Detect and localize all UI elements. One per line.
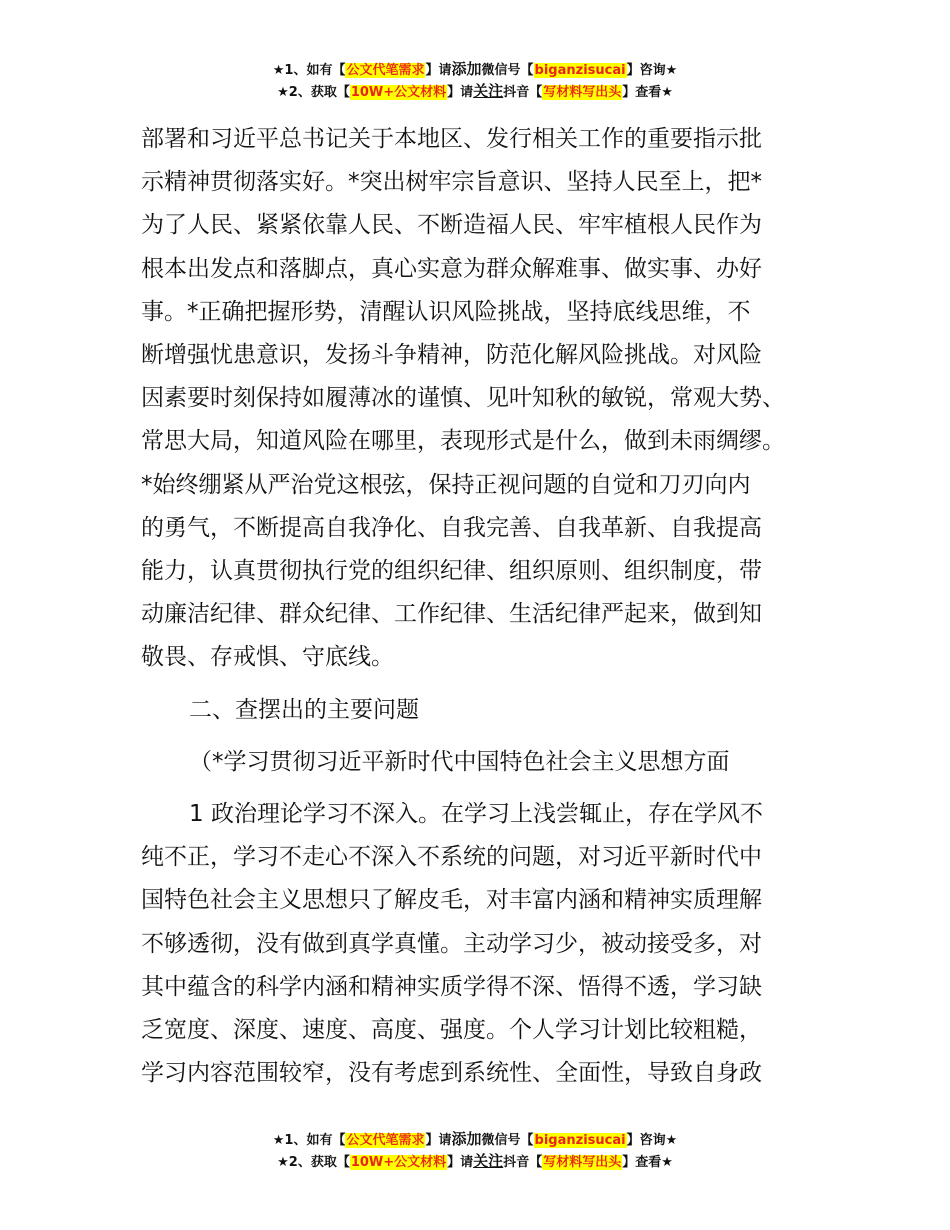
highlight-ghostwriting: 公文代笔需求 [346, 63, 425, 78]
body-line: 国特色社会主义思想只了解皮毛，对丰富内涵和精神实质理解 [141, 887, 762, 914]
highlight-wechat-id: biganzisucai [534, 1133, 626, 1148]
body-line: 学习内容范围较窄，没有考虑到系统性、全面性，导致自身政 [141, 1060, 762, 1087]
body-line: 能力，认真贯彻执行党的组织纪律、组织原则、组织制度，带 [141, 558, 762, 585]
highlight-materials: 10W+公文材料 [350, 1155, 447, 1170]
body-line: 常思大局，知道风险在哪里，表现形式是什么，做到未雨绸缪。 [141, 428, 785, 455]
highlight-materials: 10W+公文材料 [350, 85, 447, 100]
document-body [141, 118, 821, 1095]
body-line: 动廉洁纪律、群众纪律、工作纪律、生活纪律严起来，做到知 [141, 601, 762, 628]
highlight-wechat-id: biganzisucai [534, 63, 626, 78]
footer-banner [0, 1129, 950, 1173]
body-line: 部署和习近平总书记关于本地区、发行相关工作的重要指示批 [141, 126, 762, 152]
header-banner-line-1: ★1、如有【公文代笔需求】请添加微信号【biganzisucai】咨询★ [272, 60, 678, 78]
highlight-douyin-account: 写材料写出头 [543, 1155, 622, 1170]
subsection-heading: （*学习贯彻习近平新时代中国特色社会主义思想方面 [189, 748, 730, 775]
body-line: 敬畏、存戒惧、守底线。 [141, 644, 394, 671]
body-line: 不够透彻，没有做到真学真懂。主动学习少，被动接受多，对 [141, 930, 762, 957]
body-line: 根本出发点和落脚点，真心实意为群众解难事、做实事、办好 [141, 255, 762, 282]
body-line: 事。*正确把握形势，清醒认识风险挑战，坚持底线思维，不 [141, 298, 751, 325]
body-line: 因素要时刻保持如履薄冰的谨慎、见叶知秋的敏锐，常观大势、 [141, 385, 785, 412]
footer-banner-line-2: ★2、获取【10W+公文材料】请关注抖音【写材料写出头】查看★ [277, 1152, 673, 1170]
paragraph-first-line: 1 政治理论学习不深入。在学习上浅尝辄止，存在学风不 [189, 801, 763, 828]
body-line: 纯不正，学习不走心不深入不系统的问题，对习近平新时代中 [141, 844, 762, 871]
header-banner [0, 59, 950, 103]
footer-banner-line-1: ★1、如有【公文代笔需求】请添加微信号【biganzisucai】咨询★ [272, 1130, 678, 1148]
highlight-douyin-account: 写材料写出头 [543, 85, 622, 100]
body-line: 其中蕴含的科学内涵和精神实质学得不深、悟得不透，学习缺 [141, 973, 762, 1000]
section-heading: 二、查摆出的主要问题 [189, 696, 419, 723]
highlight-ghostwriting: 公文代笔需求 [346, 1133, 425, 1148]
body-line: 断增强忧患意识，发扬斗争精神，防范化解风险挑战。对风险 [141, 342, 762, 369]
body-line: 乏宽度、深度、速度、高度、强度。个人学习计划比较粗糙， [141, 1017, 762, 1044]
body-line: *始终绷紧从严治党这根弦，保持正视问题的自觉和刀刃向内 [141, 471, 751, 498]
body-line: 示精神贯彻落实好。*突出树牢宗旨意识、坚持人民至上，把* [141, 169, 762, 196]
body-line: 的勇气，不断提高自我净化、自我完善、自我革新、自我提高 [141, 514, 762, 541]
body-line: 为了人民、紧紧依靠人民、不断造福人民、牢牢植根人民作为 [141, 212, 762, 239]
header-banner-line-2: ★2、获取【10W+公文材料】请关注抖音【写材料写出头】查看★ [277, 82, 673, 100]
